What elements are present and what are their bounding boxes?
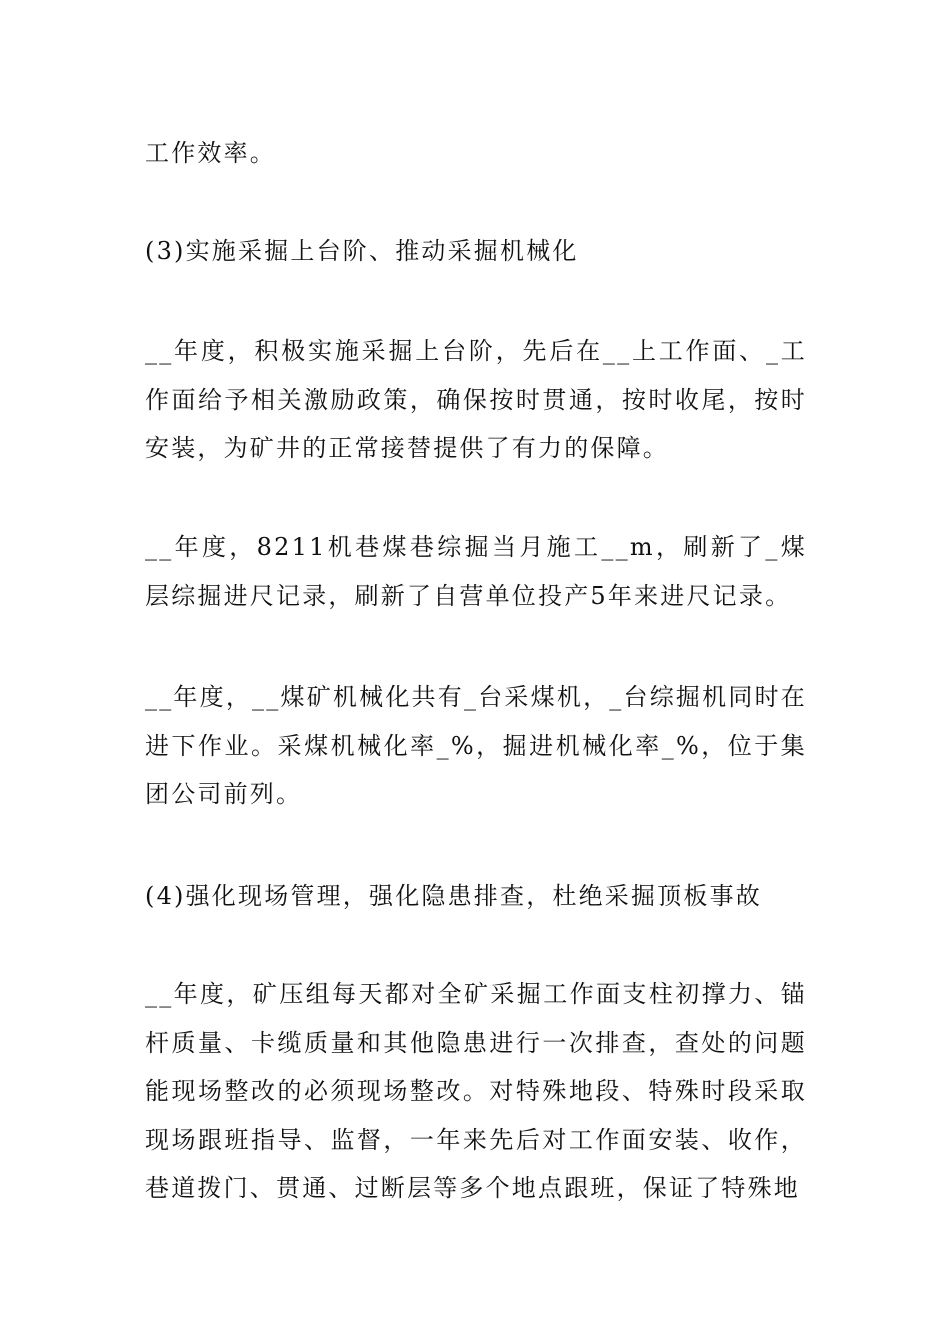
paragraph-mechanization-rate: __年度，__煤矿机械化共有_台采煤机，_台综掘机同时在进下作业。采煤机械化率_%，掘进机械化率_%，位于集团公司前列。 [145, 683, 807, 808]
paragraph-continuation: 工作效率。 [145, 139, 276, 167]
paragraph-hazard-inspection: __年度，矿压组每天都对全矿采掘工作面支柱初撑力、锚杆质量、卡缆质量和其他隐患进行一次排查，查处的问题能现场整改的必须现场整改。对特殊地段、特殊时段采取现场跟班指导、监督，一年来先后对工作面安装、收作，巷道拨门、贯通、过断层等多个地点跟班，保证了特殊地 [145, 980, 807, 1202]
paragraph-8211-record: __年度，8211机巷煤巷综掘当月施工__m，刷新了_煤层综掘进尺记录，刷新了自营单位投产5年来进尺记录。 [145, 533, 807, 610]
section-heading-3: (3)实施采掘上台阶、推动采掘机械化 [145, 237, 579, 265]
section-heading-4: (4)强化现场管理，强化隐患排查，杜绝采掘顶板事故 [145, 882, 762, 910]
paragraph-upgrade-incentives: __年度，积极实施采掘上台阶，先后在__上工作面、_工作面给予相关激励政策，确保按时贯通，按时收尾，按时安装，为矿井的正常接替提供了有力的保障。 [145, 337, 807, 462]
